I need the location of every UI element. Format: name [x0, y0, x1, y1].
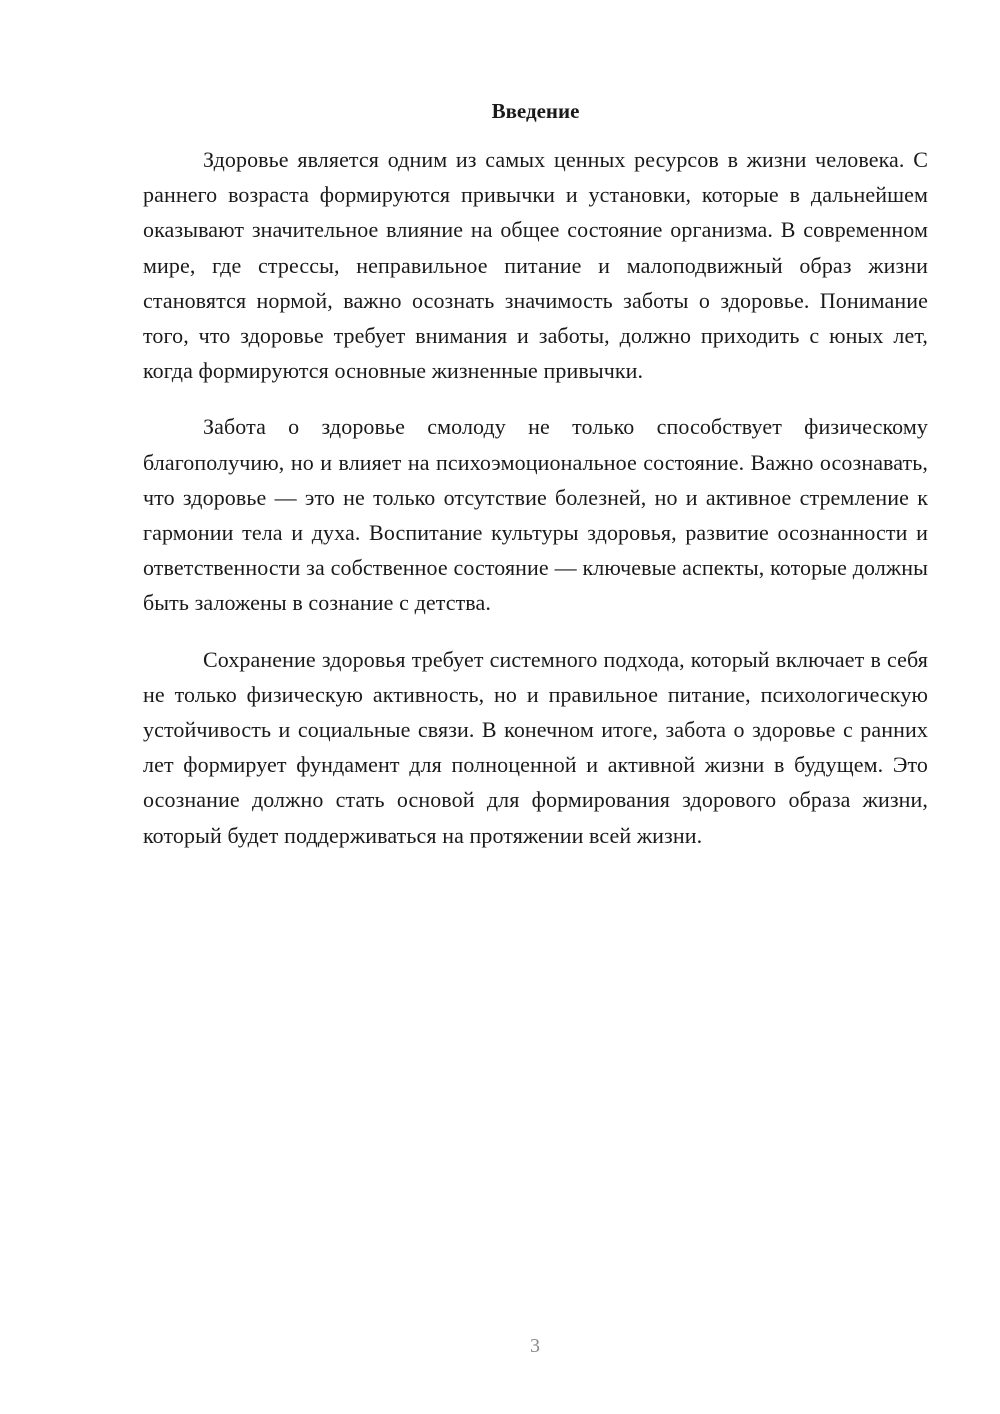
- paragraph-1: Здоровье является одним из самых ценных ресурсов в жизни человека. С раннего возраста формируются привычки и установки, которые в дальнейшем оказывают значительное влияние на общее состояние организма. В современном мире, где стрессы, неправильное питание и малоподвижный образ жизни становятся нормой, важно осознать значимость заботы о здоровье. Понимание того, что здоровье требует внимания и заботы, должно приходить с юных лет, когда формируются основные жизненные привычки.: [143, 147, 928, 384]
- paragraph-3: Сохранение здоровья требует системного подхода, который включает в себя не только физическую активность, но и правильное питание, психологическую устойчивость и социальные связи. В конечном итоге, забота о здоровье с ранних лет формирует фундамент для полноценной и активной жизни в будущем. Это осознание должно стать основой для формирования здорового образа жизни, который будет поддерживаться на протяжении всей жизни.: [143, 646, 928, 848]
- page-number: 3: [530, 1335, 540, 1357]
- paragraph-2: Забота о здоровье смолоду не только способствует физическому благополучию, но и влияет на психоэмоциональное состояние. Важно осознавать, что здоровье — это не только отсутствие болезней, но и активное стремление к гармонии тела и духа. Воспитание культуры здоровья, развитие осознанности и ответственности за собственное состояние — ключевые аспекты, которые должны быть заложены в сознание с детства.: [143, 414, 928, 616]
- body-text: [143, 142, 928, 853]
- section-title: Введение: [491, 99, 580, 123]
